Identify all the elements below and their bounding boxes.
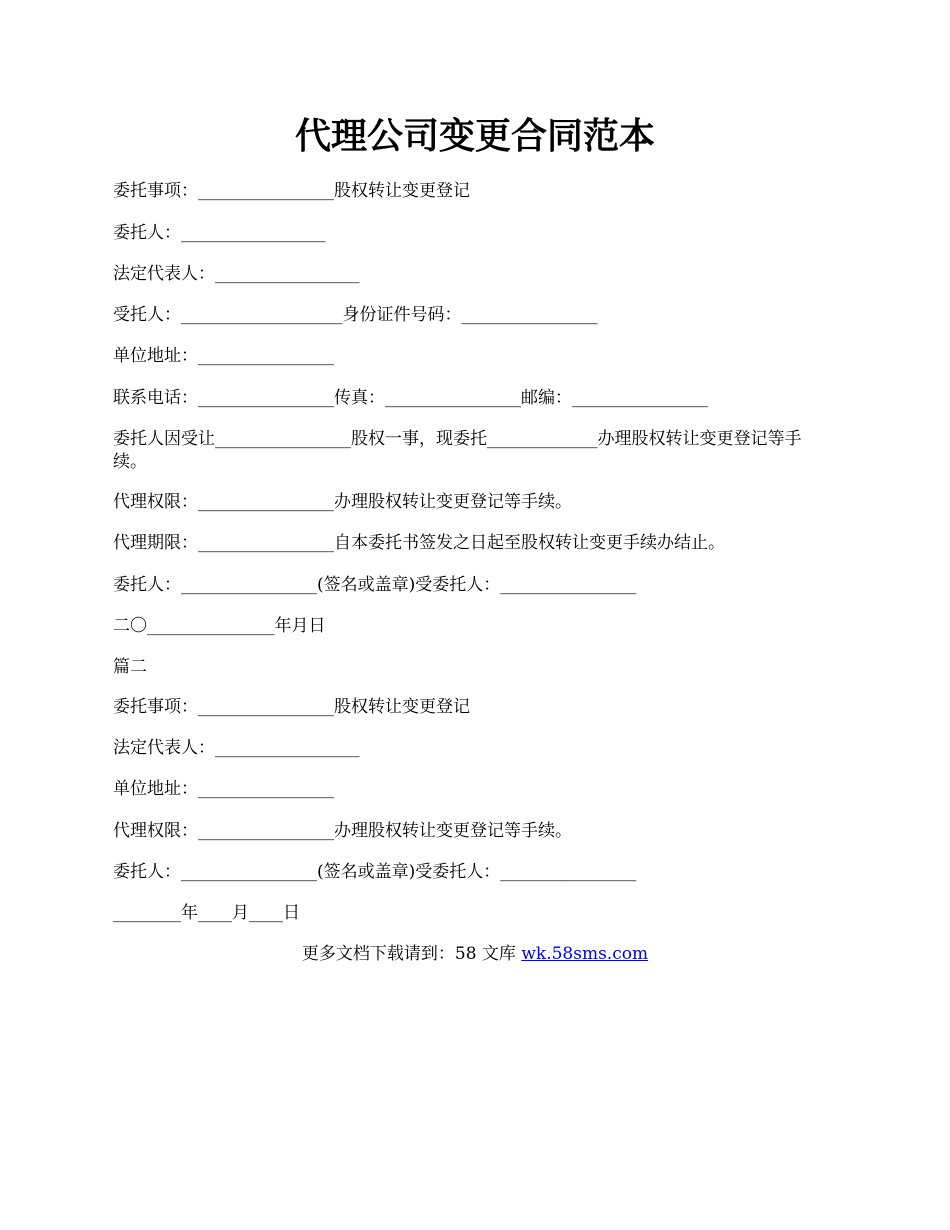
client-line: 委托人：_________________ xyxy=(113,223,326,243)
entrust-statement-paragraph: 委托人因受让________________股权一事，现委托_____________办理股权转让变更登记等手续。 xyxy=(113,429,802,472)
agency-authority-line: 代理权限：________________办理股权转让变更登记等手续。 xyxy=(113,492,572,512)
entrust-matter-line: 委托事项：________________股权转让变更登记 xyxy=(113,181,470,201)
date-line: 二〇_______________年月日 xyxy=(113,616,326,636)
contact-line: 联系电话：________________传真：________________邮编：________________ xyxy=(113,388,708,408)
document-title: 代理公司变更合同范本 xyxy=(294,115,655,157)
agency-period-line: 代理期限：________________自本委托书签发之日起至股权转让变更手续办结止。 xyxy=(113,533,725,553)
footer-link[interactable]: wk.58sms.com xyxy=(521,944,649,964)
footer xyxy=(0,943,950,966)
legal-representative-line: 法定代表人：_________________ xyxy=(113,264,360,284)
section-two-heading: 篇二 xyxy=(113,657,147,677)
unit-address-line: 单位地址：________________ xyxy=(113,346,334,366)
signature-line-2: 委托人：________________(签名或盖章)受委托人：________________ xyxy=(113,862,637,882)
entrust-matter-line-2: 委托事项：________________股权转让变更登记 xyxy=(113,697,470,717)
agency-authority-line-2: 代理权限：________________办理股权转让变更登记等手续。 xyxy=(113,821,572,841)
unit-address-line-2: 单位地址：________________ xyxy=(113,779,334,799)
signature-line: 委托人：________________(签名或盖章)受委托人：________________ xyxy=(113,575,637,595)
footer-text: 更多文档下载请到：58 文库 xyxy=(301,944,522,964)
date-line-2: ________年____月____日 xyxy=(113,903,300,923)
trustee-id-line: 受托人：___________________身份证件号码：________________ xyxy=(113,305,598,325)
legal-representative-line-2: 法定代表人：_________________ xyxy=(113,738,360,758)
